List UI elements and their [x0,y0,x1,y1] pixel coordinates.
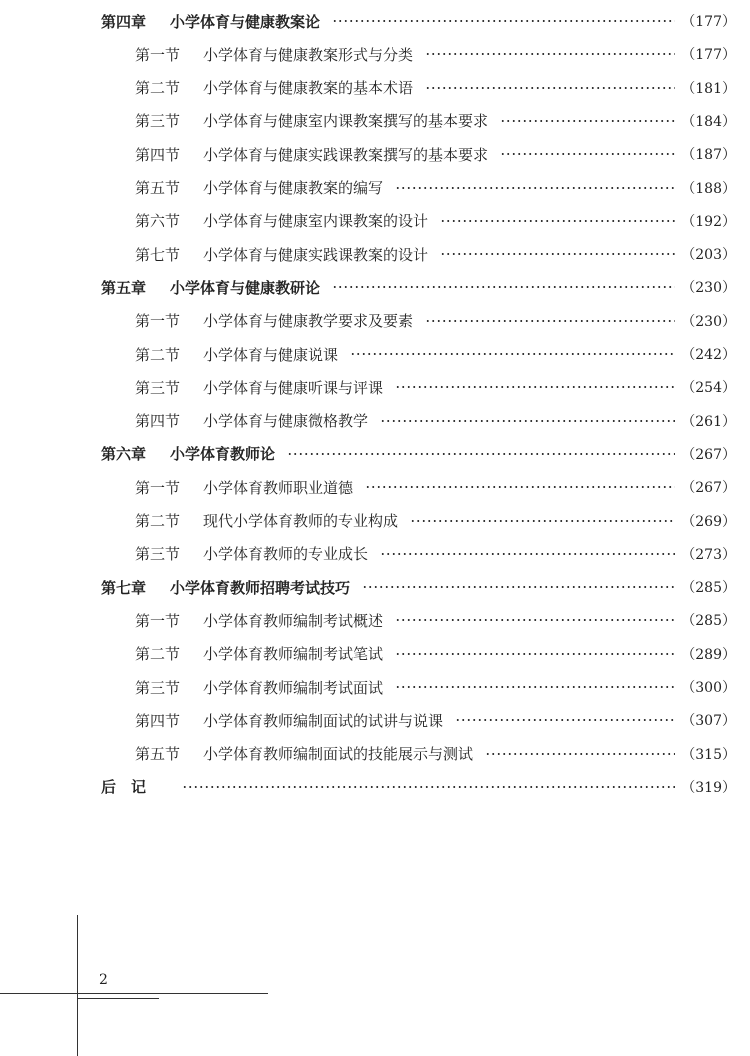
chapter-number: 后 记 [101,778,147,797]
page-ref: （269） [681,513,736,530]
page-ref: （261） [681,413,736,430]
dot-leader [485,749,675,759]
chapter-number: 第四章 [101,12,147,31]
section-title: 小学体育与健康室内课教案的设计 [203,212,429,231]
section-number: 第一节 [135,478,181,497]
chapter-title: 小学体育与健康教研论 [170,278,321,297]
section-number: 第五节 [135,179,181,197]
page-ref: （289） [681,646,736,663]
dot-leader [380,549,675,559]
section-number: 第二节 [135,512,181,530]
section-title: 小学体育与健康实践课教案撰写的基本要求 [203,145,489,164]
toc-section-row[interactable] [0,408,750,434]
dot-leader [425,316,675,326]
section-title: 小学体育与健康说课 [203,345,339,364]
section-title: 小学体育与健康教学要求及要素 [203,312,414,331]
section-number: 第四节 [135,412,181,431]
dot-leader [287,449,675,459]
section-number: 第三节 [135,678,181,697]
dot-leader [332,282,675,292]
page-ref: （187） [681,147,736,164]
toc-chapter-row[interactable] [0,8,750,34]
page-ref: （315） [681,746,736,763]
section-number: 第二节 [135,79,181,98]
dot-leader [362,582,675,592]
section-title: 小学体育与健康教案的基本术语 [203,79,414,98]
dot-leader [182,782,675,792]
dot-leader [395,183,675,193]
chapter-title: 小学体育教师招聘考试技巧 [170,578,351,597]
page-ref: （188） [681,180,736,197]
section-number: 第六节 [135,212,181,231]
chapter-title: 小学体育与健康教案论 [170,12,321,31]
toc-section-row[interactable] [0,308,750,334]
toc-chapter-row[interactable] [0,774,750,800]
section-number: 第三节 [135,112,181,131]
section-title: 小学体育教师编制面试的试讲与说课 [203,711,444,730]
chapter-number: 第六章 [101,445,147,464]
footer-horizontal-rule [0,993,268,994]
page-ref: （319） [681,779,736,796]
page-ref: （203） [681,247,736,264]
section-title: 小学体育教师编制考试面试 [203,678,384,697]
toc-section-row[interactable] [0,208,750,234]
toc-section-row[interactable] [0,108,750,134]
section-number: 第一节 [135,312,181,331]
page-ref: （307） [681,713,736,730]
section-title: 小学体育与健康教案的编写 [203,179,384,197]
toc-section-row[interactable] [0,508,750,534]
dot-leader [410,516,675,526]
section-number: 第四节 [135,711,181,730]
section-title: 小学体育教师编制考试概述 [203,611,384,630]
dot-leader [455,715,675,725]
dot-leader [440,216,675,226]
section-title: 小学体育与健康室内课教案撰写的基本要求 [203,112,489,131]
section-title: 小学体育与健康实践课教案的设计 [203,245,429,264]
toc-section-row[interactable] [0,707,750,733]
dot-leader [395,615,675,625]
section-title: 小学体育教师编制考试笔试 [203,645,384,664]
page-ref: （184） [681,113,736,130]
dot-leader [395,382,675,392]
toc-section-row[interactable] [0,741,750,767]
section-number: 第三节 [135,545,181,564]
page-ref: （254） [681,380,736,397]
section-number: 第二节 [135,645,181,664]
toc-section-row[interactable] [0,474,750,500]
section-number: 第二节 [135,345,181,364]
page-ref: （177） [681,14,736,30]
dot-leader [365,482,675,492]
dot-leader [425,83,675,93]
chapter-number: 第七章 [101,578,147,597]
footer-short-rule [77,998,159,999]
dot-leader [350,349,675,359]
page-ref: （230） [681,313,736,330]
section-title: 现代小学体育教师的专业构成 [203,512,399,530]
section-number: 第五节 [135,745,181,764]
chapter-title: 小学体育教师论 [170,445,276,464]
section-number: 第一节 [135,45,181,64]
toc-section-row[interactable] [0,641,750,667]
section-number: 第一节 [135,611,181,630]
page-ref: （267） [681,446,736,463]
toc-section-row[interactable] [0,607,750,633]
section-title: 小学体育教师的专业成长 [203,545,369,564]
page-ref: （267） [681,480,736,497]
section-title: 小学体育教师编制面试的技能展示与测试 [203,745,474,764]
dot-leader [380,416,675,426]
section-number: 第四节 [135,145,181,164]
page-ref: （300） [681,680,736,696]
section-title: 小学体育与健康听课与评课 [203,378,384,397]
section-title: 小学体育与健康微格教学 [203,412,369,431]
toc-section-row[interactable] [0,674,750,700]
toc-section-row[interactable] [0,141,750,167]
dot-leader [425,49,675,59]
chapter-number: 第五章 [101,278,147,297]
section-number: 第三节 [135,378,181,397]
toc-section-row[interactable] [0,541,750,567]
page-number: 2 [99,972,108,988]
section-number: 第七节 [135,245,181,264]
dot-leader [332,16,675,26]
toc-section-row[interactable] [0,75,750,101]
toc-section-row[interactable] [0,41,750,67]
dot-leader [500,116,675,126]
section-title: 小学体育教师职业道德 [203,478,354,497]
page-ref: （285） [681,613,736,630]
page-ref: （181） [681,80,736,97]
toc-section-row[interactable] [0,241,750,267]
dot-leader [500,149,675,159]
toc-section-row[interactable] [0,374,750,400]
toc-chapter-row[interactable] [0,441,750,467]
toc-section-row[interactable] [0,341,750,367]
toc-chapter-row[interactable] [0,574,750,600]
page-ref: （242） [681,347,736,363]
dot-leader [395,649,675,659]
page-ref: （177） [681,47,736,64]
section-title: 小学体育与健康教案形式与分类 [203,45,414,64]
page-ref: （285） [681,580,736,597]
dot-leader [440,249,675,259]
toc-chapter-row[interactable] [0,274,750,300]
page-ref: （273） [681,546,736,563]
page-ref: （230） [681,280,736,297]
toc-section-row[interactable] [0,175,750,201]
dot-leader [395,682,675,692]
page-ref: （192） [681,213,736,230]
footer-vertical-rule [77,915,78,1056]
